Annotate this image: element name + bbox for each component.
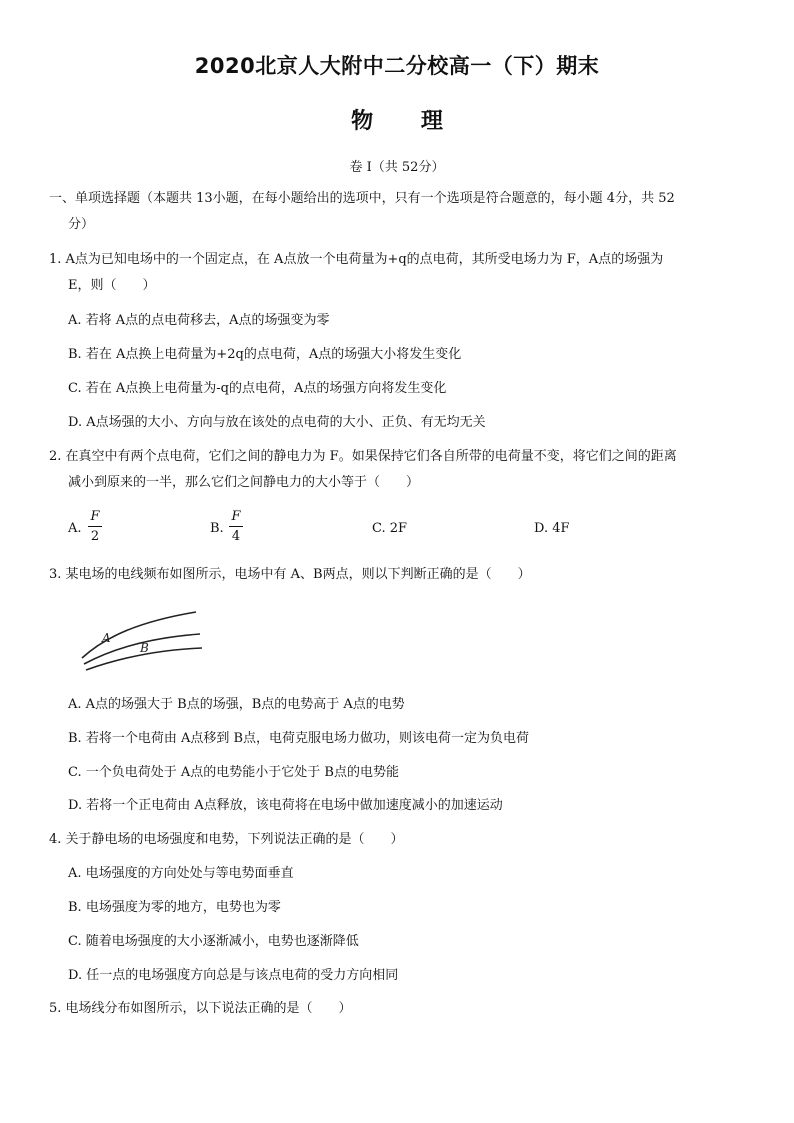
q1-stem-cont: E，则（ ） (68, 278, 156, 293)
q3-stem: 3. 某电场的电线频布如图所示，电场中有 A、B两点，则以下判断正确的是（ ） (49, 567, 531, 582)
section-instructions-cont: 分） (68, 217, 95, 232)
q3-option-d: D. 若将一个正电荷由 A点释放，该电荷将在电场中做加速度减小的加速运动 (68, 798, 503, 813)
q4-option-b: B. 电场强度为零的地方，电势也为零 (68, 900, 281, 915)
q5-stem: 5. 电场线分布如图所示，以下说法正确的是（ ） (49, 1001, 352, 1016)
q1-option-a: A. 若将 A点的点电荷移去，A点的场强变为零 (68, 313, 330, 328)
section-instructions: 一、单项选择题（本题共 13小题，在每小题给出的选项中，只有一个选项是符合题意的，每小题 4分，共 52 (49, 191, 675, 206)
fraction-bar (229, 526, 243, 527)
q4-option-c: C. 随着电场强度的大小逐渐减小，电势也逐渐降低 (68, 934, 359, 949)
q1-option-d: D. A点场强的大小、方向与放在该处的点电荷的大小、正负、有无均无关 (68, 415, 486, 430)
subject-title: 物 理 (351, 109, 443, 134)
q3-option-c: C. 一个负电荷处于 A点的电势能小于它处于 B点的电势能 (68, 765, 399, 780)
q2-option-b-fraction (229, 509, 243, 544)
q2-option-a-denominator: 2 (90, 529, 100, 544)
q3-option-b: B. 若将一个电荷由 A点移到 B点，电荷克服电场力做功，则该电荷一定为负电荷 (68, 731, 530, 746)
page-title: 2020北京人大附中二分校高一（下）期末 (194, 54, 600, 78)
q2-option-b-denominator: 4 (231, 529, 241, 544)
q2-stem-cont: 减小到原来的一半，那么它们之间静电力的大小等于（ ） (68, 475, 420, 490)
q1-option-b: B. 若在 A点换上电荷量为+2q的点电荷，A点的场强大小将发生变化 (68, 347, 462, 362)
q1-option-c: C. 若在 A点换上电荷量为-q的点电荷，A点的场强方向将发生变化 (68, 381, 447, 396)
volume-heading: 卷 I（共 52分） (349, 160, 445, 175)
q2-option-d: D. 4F (534, 521, 570, 536)
figure-label-a: A (102, 631, 111, 645)
fraction-bar (88, 526, 102, 527)
q2-stem: 2. 在真空中有两个点电荷，它们之间的静电力为 F。如果保持它们各自所带的电荷量不变，将它们之间的距离 (49, 449, 677, 464)
q2-option-a-numerator: F (90, 509, 100, 524)
q2-option-b-numerator: F (231, 509, 241, 524)
q2-option-a-fraction (88, 509, 102, 544)
q4-stem: 4. 关于静电场的电场强度和电势，下列说法正确的是（ ） (49, 832, 404, 847)
q2-option-c: C. 2F (372, 521, 408, 536)
q3-option-a: A. A点的场强大于 B点的场强，B点的电势高于 A点的电势 (68, 697, 405, 712)
q2-option-a-label: A. (68, 521, 82, 536)
field-line-upper (82, 612, 196, 658)
figure-label-b: B (140, 641, 149, 655)
q2-option-b-label: B. (210, 521, 224, 536)
q4-option-a: A. 电场强度的方向处处与等电势面垂直 (68, 866, 294, 881)
q4-option-d: D. 任一点的电场强度方向总是与该点电荷的受力方向相同 (68, 968, 399, 983)
electric-field-lines-figure (78, 600, 208, 672)
q1-stem: 1. A点为已知电场中的一个固定点，在 A点放一个电荷量为+q的点电荷，其所受电场力为 F，A点的场强为 (49, 252, 664, 267)
